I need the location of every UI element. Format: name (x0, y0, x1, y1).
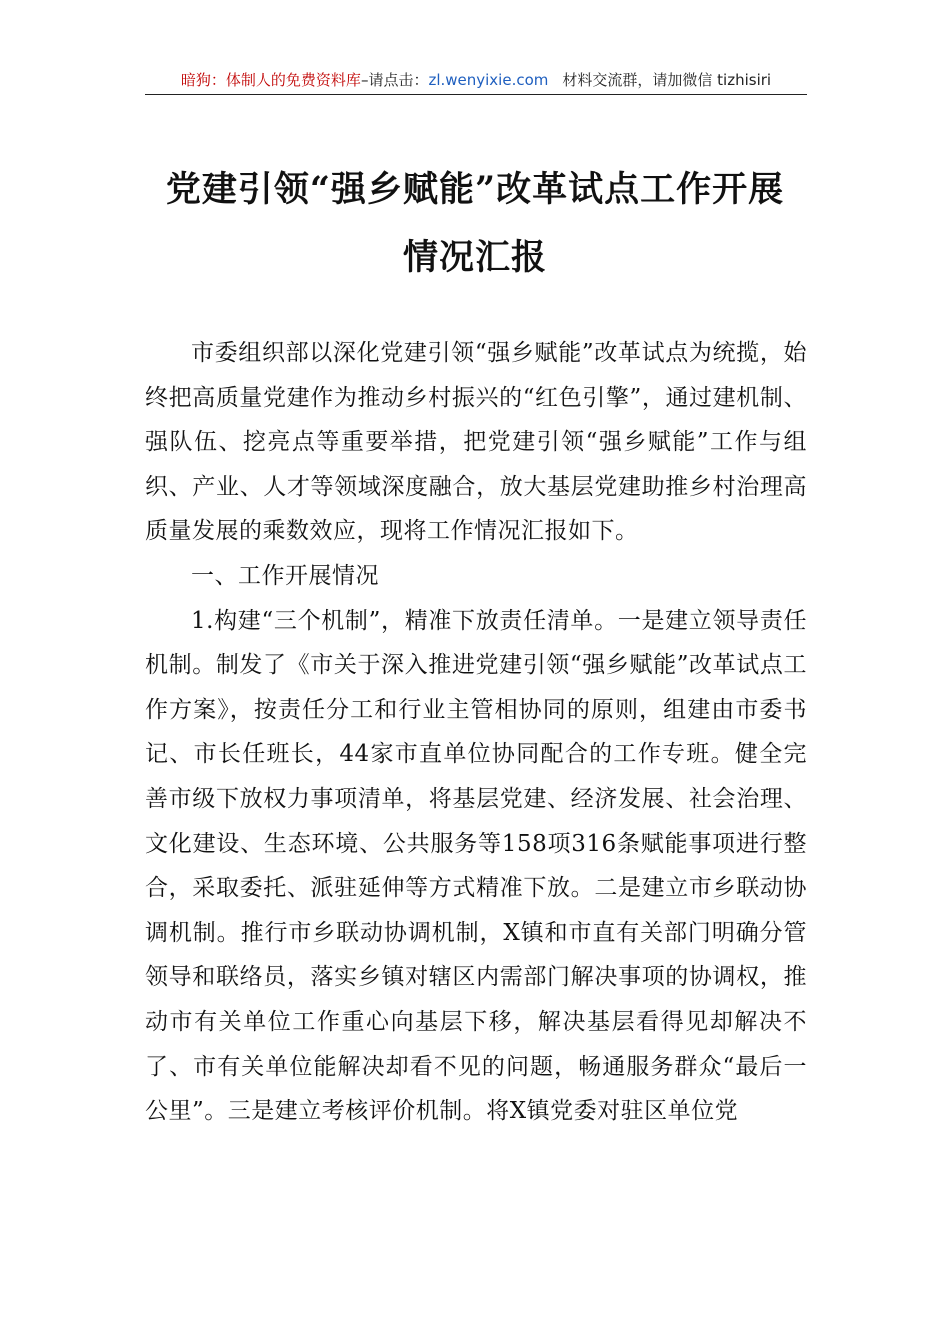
intro-paragraph: 市委组织部以深化党建引领“强乡赋能”改革试点为统揽，始终把高质量党建作为推动乡村振兴的“红色引擎”，通过建机制、强队伍、挖亮点等重要举措，把党建引领“强乡赋能”工作与组织、产业、人才等领域深度融合，放大基层党建助推乡村治理高质量发展的乘数效应，现将工作情况汇报如下。 (145, 340, 807, 545)
header-url-link[interactable]: zl.wenyixie.com (428, 71, 549, 89)
item-1-paragraph: 1.构建“三个机制”，精准下放责任清单。一是建立领导责任机制。制发了《市关于深入推进党建引领“强乡赋能”改革试点工作方案》，按责任分工和行业主管相协同的原则，组建由市委书记、市长任班长，44家市直单位协同配合的工作专班。健全完善市级下放权力事项清单，将基层党建、经济发展、社会治理、文化建设、生态环境、公共服务等158项316条赋能事项进行整合，采取委托、派驻延伸等方式精准下放。二是建立市乡联动协调机制。推行市乡联动协调机制，X镇和市直有关部门明确分管领导和联络员，落实乡镇对辖区内需部门解决事项的协调权，推动市有关单位工作重心向基层下移，解决基层看得见却解决不了、市有关单位能解决却看不见的问题，畅通服务群众“最后一公里”。三是建立考核评价机制。将X镇党委对驻区单位党 (145, 607, 807, 1125)
section-heading-1: 一、工作开展情况 (191, 562, 379, 589)
document-title-line1: 党建引领“强乡赋能”改革试点工作开展 (165, 169, 785, 210)
header-click-prefix: –请点击： (360, 71, 429, 89)
document-body (145, 331, 807, 1134)
header-site-name: 暗狗：体制人的免费资料库 (180, 71, 361, 89)
header-contact: 材料交流群，请加微信 tizhisiri (562, 71, 772, 89)
document-title-line2: 情况汇报 (402, 237, 547, 278)
page-header (145, 66, 807, 95)
